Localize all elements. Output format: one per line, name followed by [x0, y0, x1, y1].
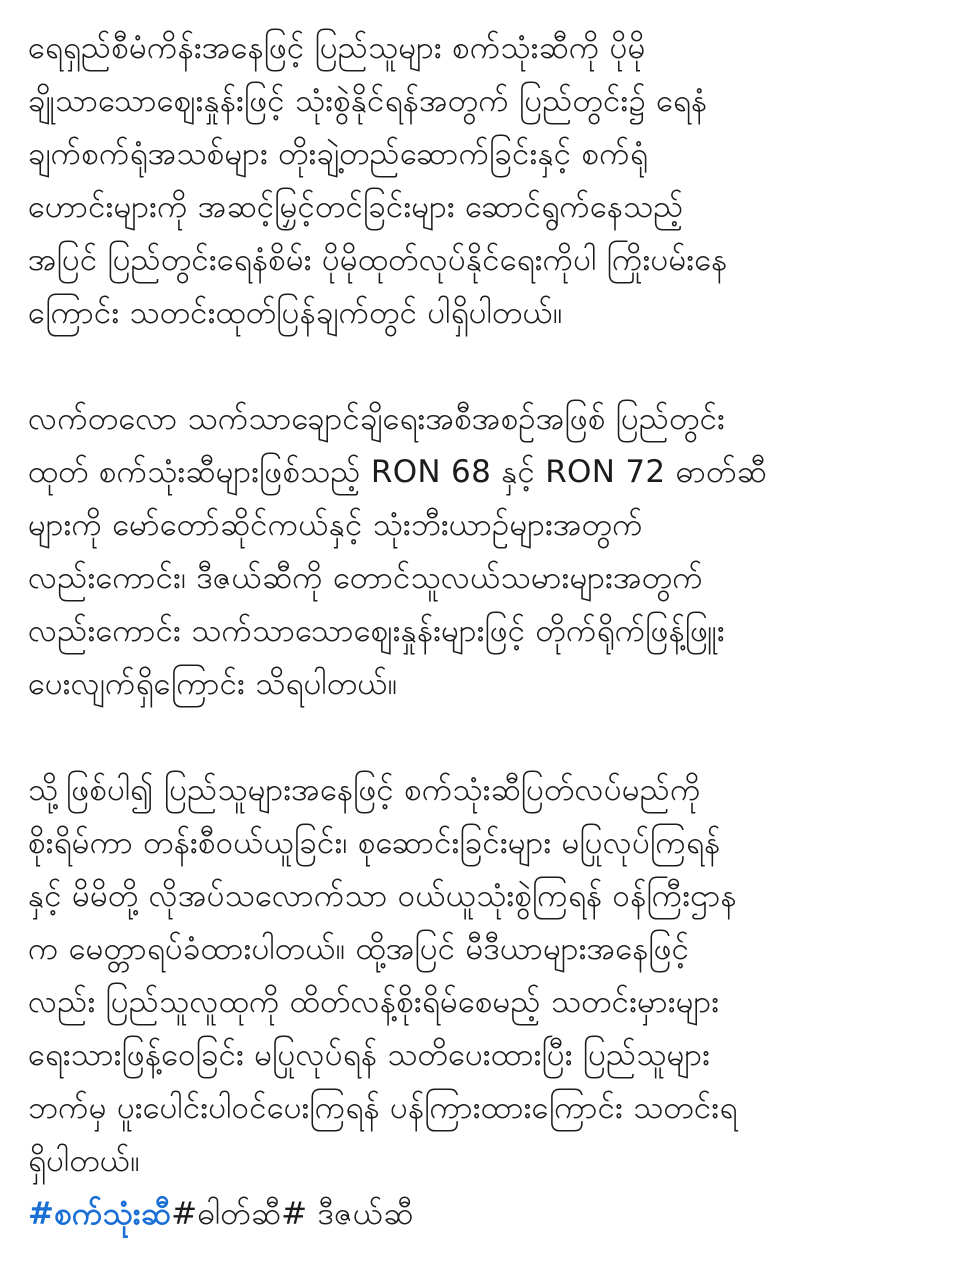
hashtag-text: #ဓါတ်ဆီ# ဒီဇယ်ဆီ [171, 1196, 414, 1232]
text-line: ရေရှည်စီမံကိန်းအနေဖြင့် ပြည်သူများ စက်သုံးဆီကို ပိုမို [28, 30, 646, 66]
text-line: ကြောင်း သတင်းထုတ်ပြန်ချက်တွင် ပါရှိပါတယ်။ [28, 295, 563, 331]
text-line: ရှိပါတယ်။ [28, 1143, 140, 1179]
text-line: သို့ဖြစ်ပါ၍ ပြည်သူများအနေဖြင့် စက်သုံးဆီပြတ်လပ်မည်ကို [28, 772, 701, 808]
text-line: လက်တလော သက်သာချောင်ချိရေးအစီအစဉ်အဖြစ် ပြည်တွင်း [28, 401, 726, 437]
text-line: လည်းကောင်း၊ ဒီဇယ်ဆီကို တောင်သူလယ်သမားများအတွက် [28, 560, 703, 596]
text-line: ချက်စက်ရုံအသစ်များ တိုးချဲ့တည်ဆောက်ခြင်းနှင့် စက်ရုံ [28, 136, 648, 172]
text-line: အပြင် ပြည်တွင်းရေနံစိမ်း ပိုမိုထုတ်လုပ်နိုင်ရေးကိုပါ ကြိုးပမ်းနေ [28, 242, 728, 278]
text-line: လည်းကောင်း သက်သာသောဈေးနှုန်းများဖြင့် တိုက်ရိုက်ဖြန့်ဖြူး [28, 613, 725, 649]
text-line: များကို မော်တော်ဆိုင်ကယ်နှင့် သုံးဘီးယာဉ်များအတွက် [28, 507, 643, 543]
text-line: က မေတ္တာရပ်ခံထားပါတယ်။ ထို့အပြင် မီဒီယာများအနေဖြင့် [28, 931, 690, 967]
text-line: ရေးသားဖြန့်ဝေခြင်း မပြုလုပ်ရန် သတိပေးထားပြီး ပြည်သူများ [28, 1037, 711, 1073]
text-line: နှင့် မိမိတို့ လိုအပ်သလောက်သာ ဝယ်ယူသုံးစွဲကြရန် ဝန်ကြီးဌာန [28, 878, 737, 914]
text-line: ထုတ် စက်သုံးဆီများဖြစ်သည့် RON 68 နှင့် RON 72 ဓာတ်ဆီ [28, 454, 767, 490]
hashtag-row [28, 1188, 948, 1241]
hashtag-link[interactable]: #စက်သုံးဆီ [28, 1196, 172, 1232]
text-line: ပေးလျက်ရှိကြောင်း သိရပါတယ်။ [28, 666, 398, 702]
text-line: လည်း ပြည်သူလူထုကို ထိတ်လန့်စိုးရိမ်စေမည့် သတင်းမှားများ [28, 984, 720, 1020]
text-line: ဟောင်းများကို အဆင့်မြှင့်တင်ခြင်းများ ဆောင်ရွက်နေသည့် [28, 189, 684, 225]
text-line: ဘက်မှ ပူးပေါင်းပါဝင်ပေးကြရန် ပန်ကြားထားကြောင်း သတင်းရ [28, 1090, 738, 1126]
post-body [28, 22, 948, 1241]
paragraph-2 [28, 393, 948, 711]
paragraph-3 [28, 764, 948, 1188]
text-line: ချိုသာသောဈေးနှုန်းဖြင့် သုံးစွဲနိုင်ရန်အတွက် ပြည်တွင်း၌ ရေနံ [28, 83, 708, 119]
paragraph-1 [28, 22, 948, 340]
text-line: စိုးရိမ်ကာ တန်းစီဝယ်ယူခြင်း၊ စုဆောင်းခြင်းများ မပြုလုပ်ကြရန် [28, 825, 721, 861]
